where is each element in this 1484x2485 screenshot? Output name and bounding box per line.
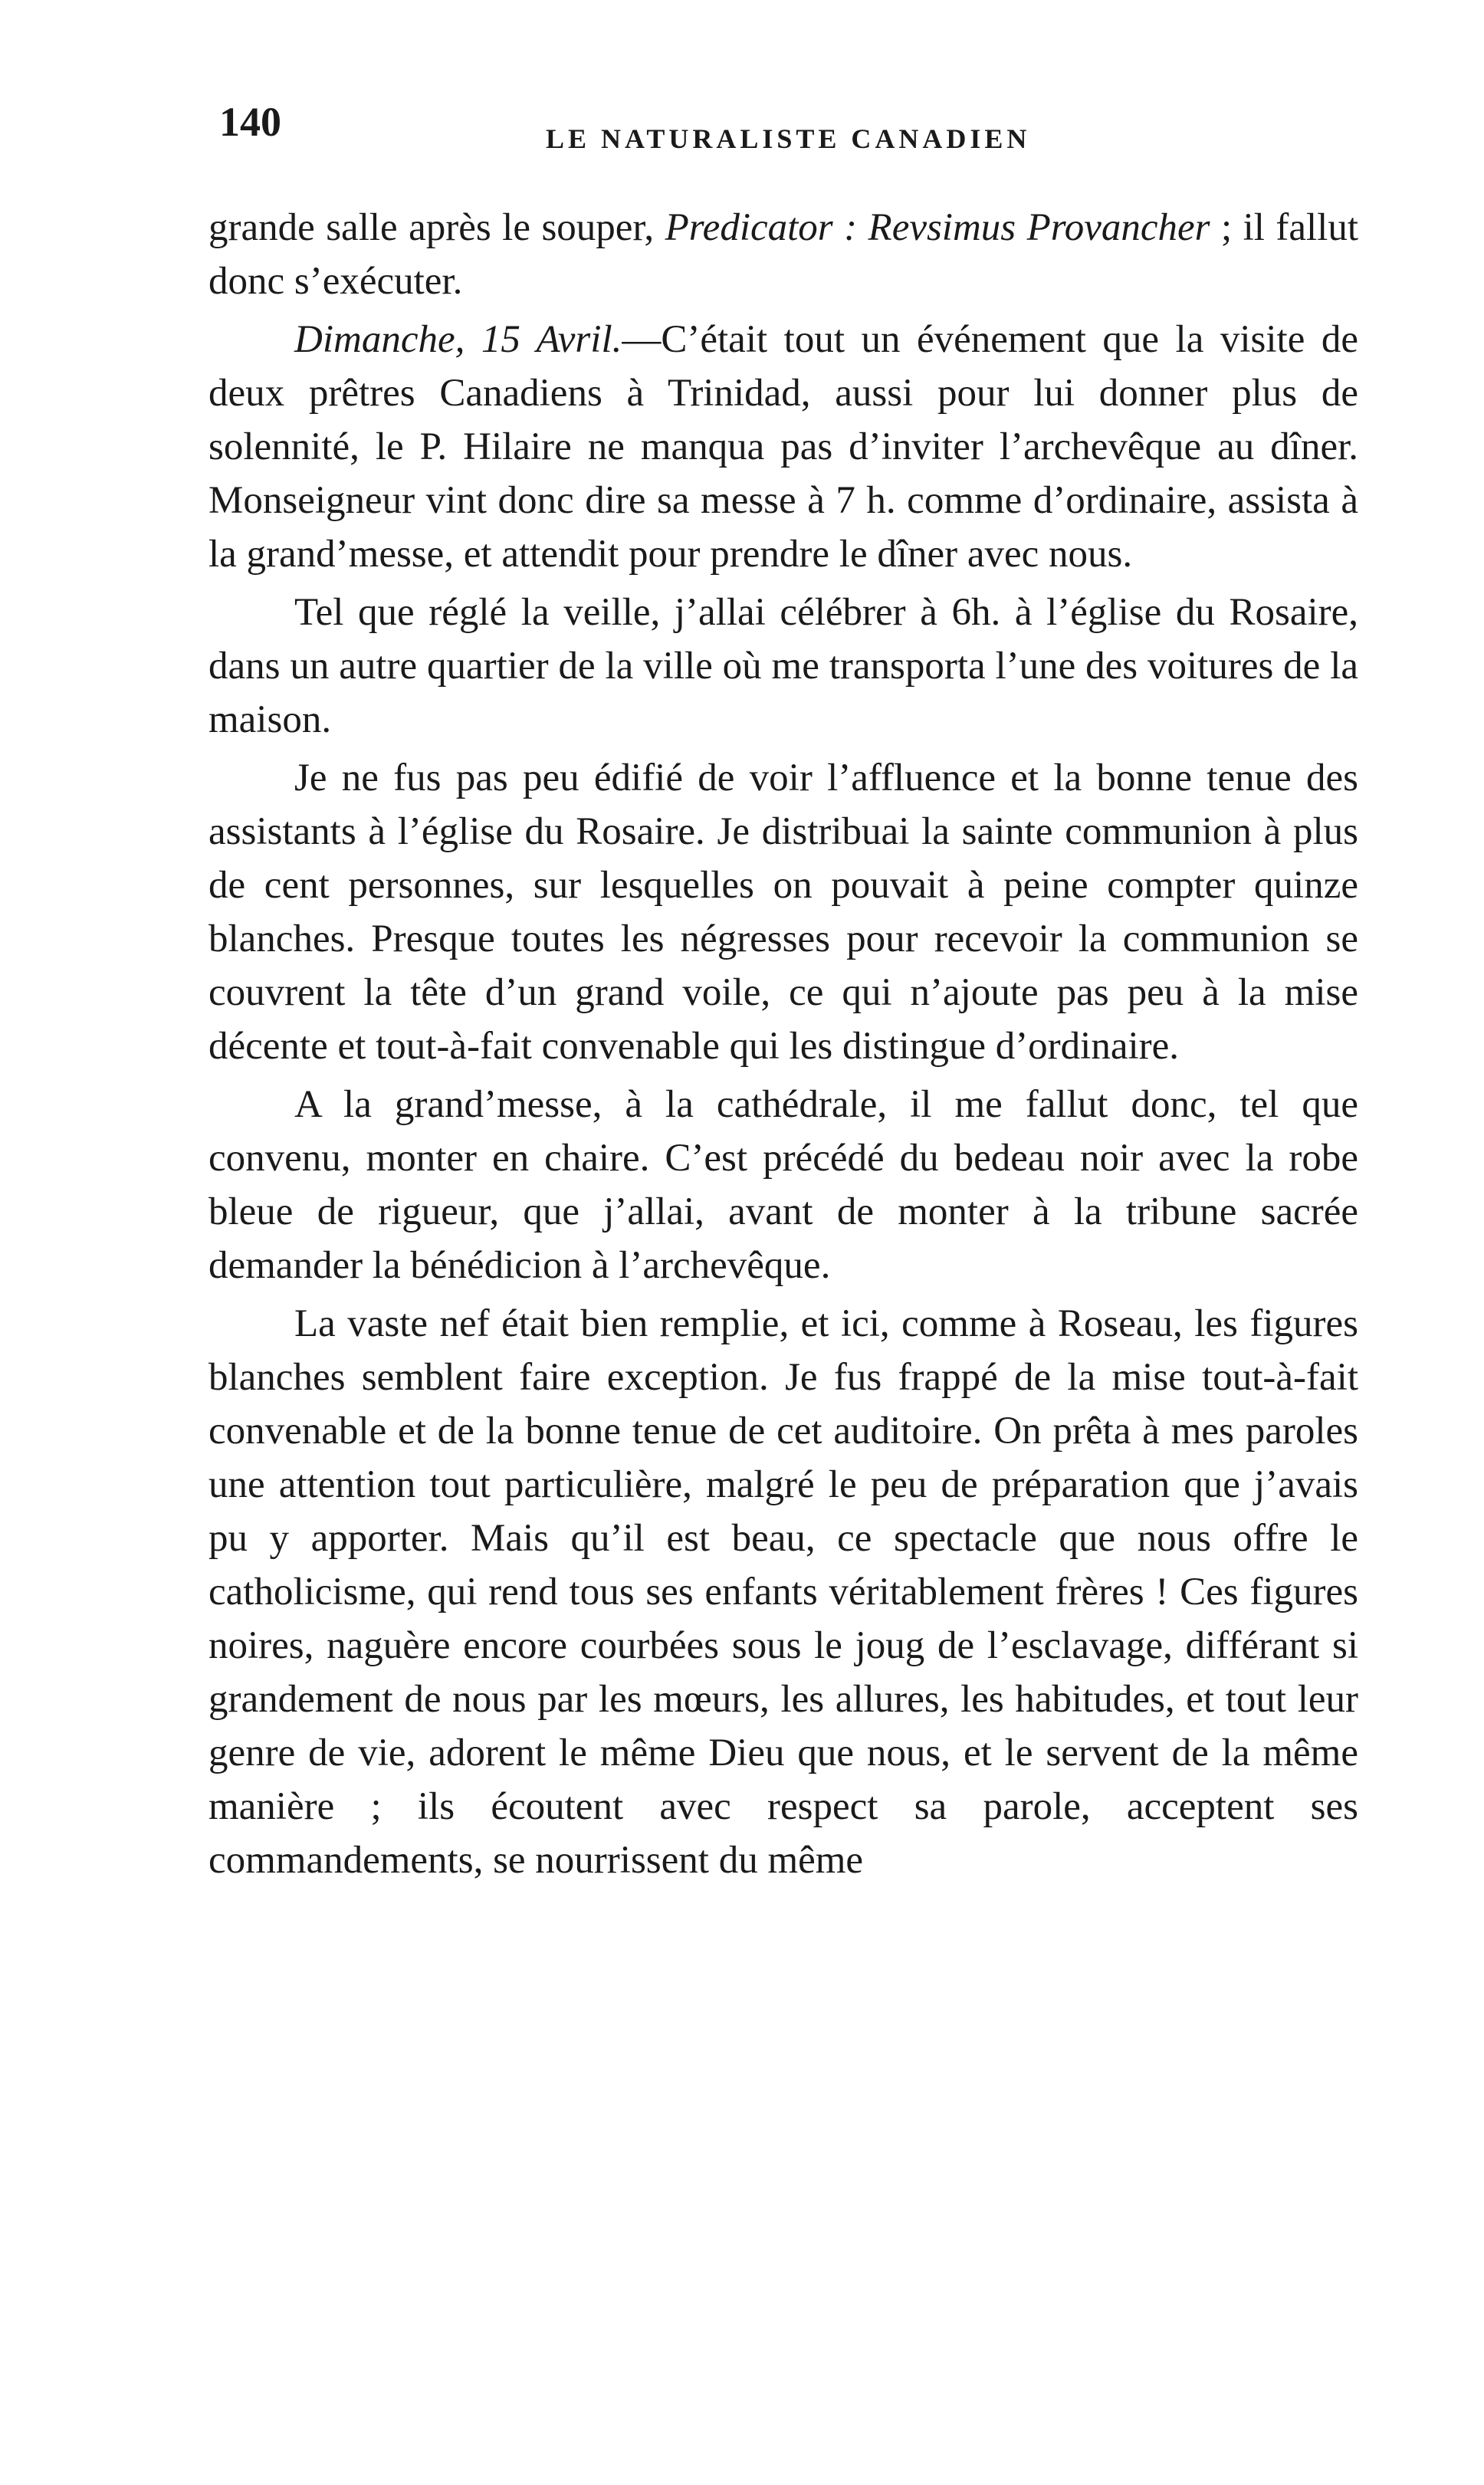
page-number: 140	[219, 99, 281, 145]
paragraph-text: A la grand’messe, à la cathédrale, il me fallut donc, tel que convenu, monter en chaire. C’est précédé du bedeau noir avec la robe bleue de rigueur, que j’allai, avant de monter à la tribune sacrée demander la bénédicion à l’archevêque.	[208, 1083, 1358, 1287]
paragraph-text: —C’était tout un événement que la visite de deux prêtres Canadiens à Trinidad, aussi pour lui donner plus de solennité, le P. Hilaire ne manqua pas d’inviter l’archevêque au dîner. Monseigneur vint donc dire sa messe à 7 h. comme d’ordinaire, assista à la grand’messe, et attendit pour prendre le dîner avec nous.	[208, 318, 1359, 576]
paragraph-communion	[208, 751, 1358, 1073]
latin-phrase: Predicator : Revsimus Provancher	[665, 206, 1210, 249]
paragraph-text: Je ne fus pas peu édifié de voir l’affluence et la bonne tenue des assistants à l’église du Rosaire. Je distribuai la sainte communion à plus de cent personnes, sur lesquelles on pouvait à peine compter quinze blanches. Presque toutes les négresses pour recevoir la communion se couvrent la tête d’un grand voile, ce qui n’ajoute pas peu à la mise décente et tout-à-fait convenable qui les distingue d’ordinaire.	[208, 757, 1358, 1068]
date-heading: Dimanche, 15 Avril.	[294, 318, 622, 361]
paragraph-grand-messe	[208, 1078, 1358, 1292]
paragraph-text: Tel que réglé la veille, j’allai célébrer à 6h. à l’église du Rosaire, dans un autre quartier de la ville où me transporta l’une des voitures de la maison.	[208, 591, 1358, 741]
body-text	[208, 201, 1358, 1892]
page-header	[219, 98, 1354, 159]
paragraph-text: La vaste nef était bien remplie, et ici, comme à Roseau, les figures blanches semblent faire exception. Je fus frappé de la mise tout-à-fait convenable et de la bonne tenue de cet auditoire. On prêta à mes paroles une attention tout particulière, malgré le peu de préparation que j’avais pu y apporter. Mais qu’il est beau, ce spectacle que nous offre le catholicisme, qui rend tous ses enfants véritablement frères ! Ces figures noires, naguère encore courbées sous le joug de l’esclavage, différant si grandement de nous par les mœurs, les allures, les habitudes, et tout leur genre de vie, adorent le même Dieu que nous, et le servent de la même manière ; ils écoutent avec respect sa parole, acceptent ses commandements, se nourrissent du même	[208, 1302, 1358, 1882]
paragraph-dimanche	[208, 313, 1358, 581]
paragraph-rosaire	[208, 586, 1358, 747]
paragraph-text: grande salle après le souper, Predicator : Revsimus Provancher ; il fallut donc s’exécuter.	[208, 206, 1358, 303]
paragraph-continuation	[208, 201, 1358, 308]
paragraph-nef	[208, 1297, 1358, 1887]
running-title: LE NATURALISTE CANADIEN	[546, 123, 1031, 154]
